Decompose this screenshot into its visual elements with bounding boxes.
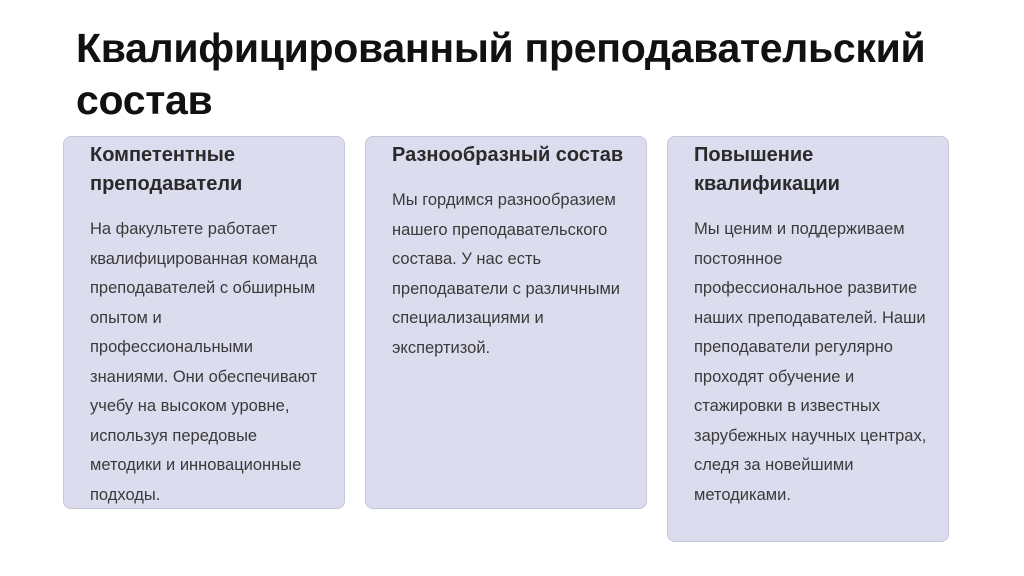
card-professional-development [667, 136, 949, 542]
card-diverse-staff [365, 136, 647, 509]
card-content [90, 141, 328, 510]
card-heading: Повышение квалификации [694, 144, 840, 195]
card-body: На факультете работает квалифицированная команда преподавателей с обширным опытом и профессиональными знаниями. Они обеспечивают учебу на высоком уровне, используя передовые методики и инновационные подходы. [90, 220, 318, 504]
card-body: Мы гордимся разнообразием нашего преподавательского состава. У нас есть преподаватели с различными специализациями и экспертизой. [392, 191, 621, 357]
card-body: Мы ценим и поддерживаем постоянное профессиональное развитие наших преподавателей. Наши преподаватели регулярно проходят обучение и стажировки в известных зарубежных научных центрах, следя за новейшими методиками. [694, 220, 927, 504]
card-competent-teachers [63, 136, 345, 509]
card-heading: Разнообразный состав [392, 144, 624, 166]
slide-title: Квалифицированный преподавательский состав [76, 25, 926, 123]
card-heading: Компетентные преподаватели [90, 144, 243, 195]
card-content [392, 141, 630, 363]
card-content [694, 141, 932, 510]
